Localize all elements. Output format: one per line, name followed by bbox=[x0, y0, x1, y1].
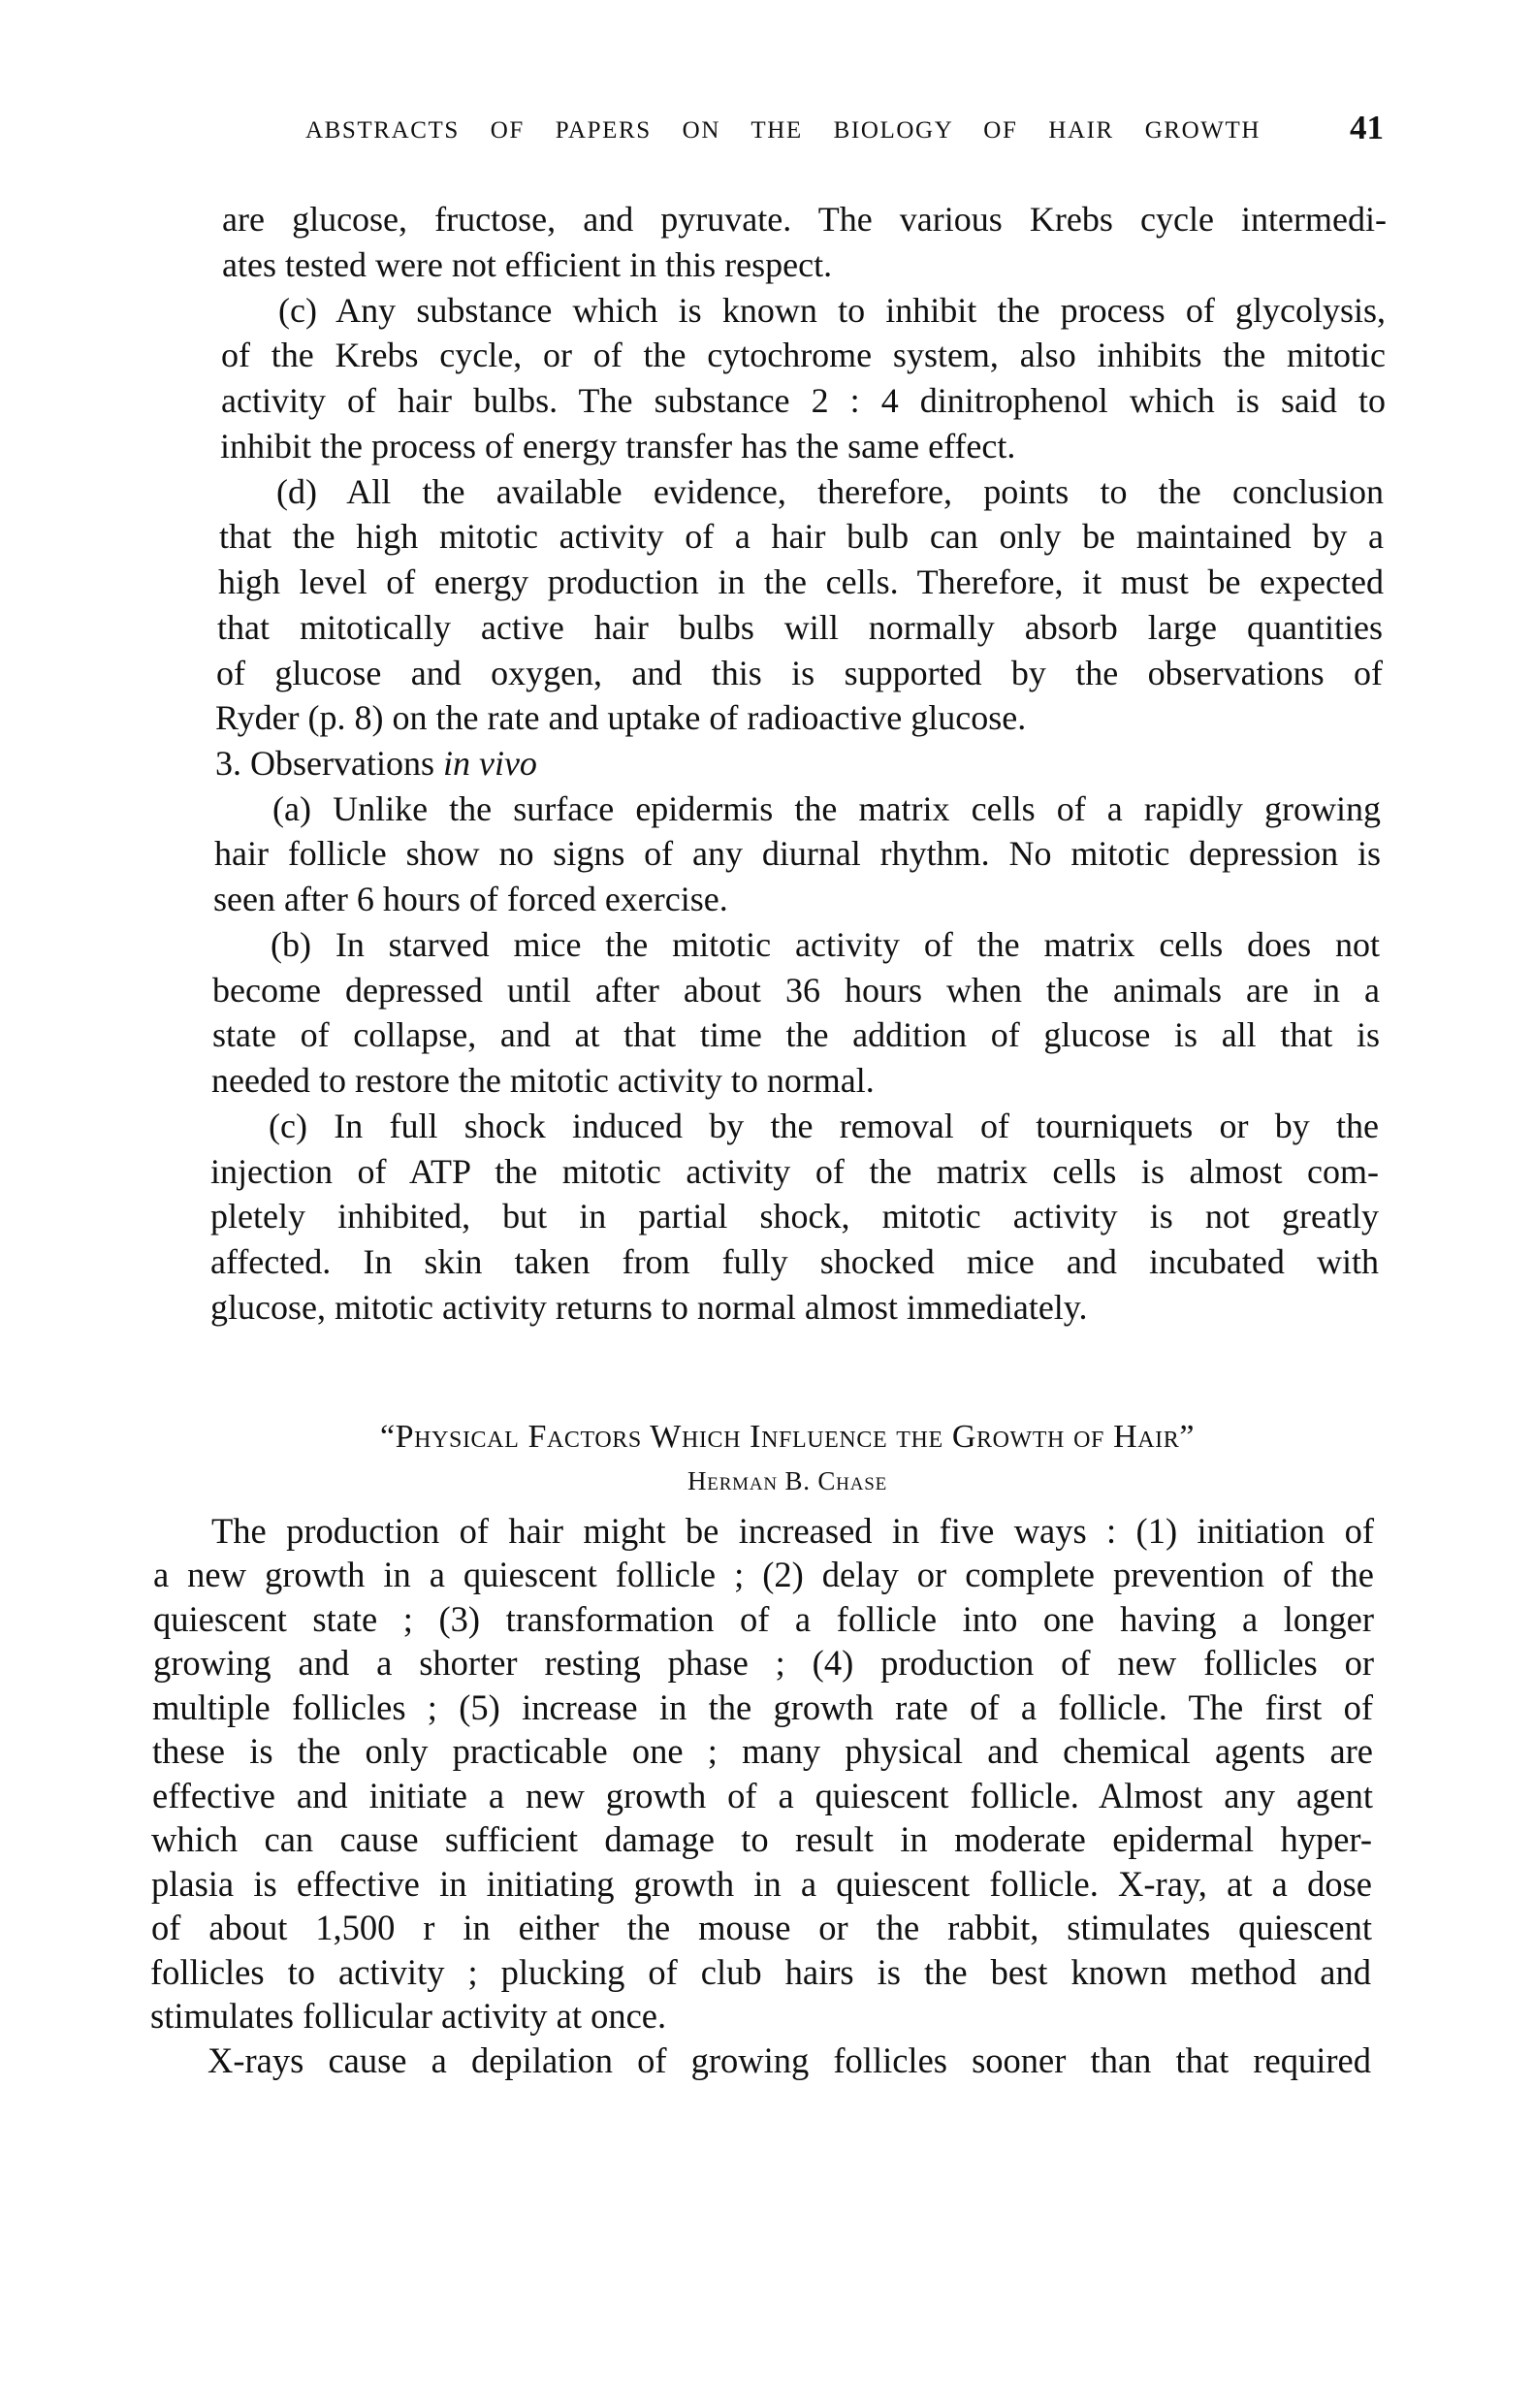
text-line: stimulates follicular activity at once. bbox=[150, 1996, 667, 2036]
text-line: effective and initiate a new growth of a quiescent follicle. Almost any agent bbox=[152, 1776, 1373, 1815]
subsection-heading bbox=[215, 741, 1382, 786]
section-title: “Physical Factors Which Influence the Growth of Hair” bbox=[379, 1419, 1196, 1455]
text-line: inhibit the process of energy transfer has the same effect. bbox=[220, 427, 1016, 466]
text-line: follicles to activity ; plucking of club hairs is the best known method and bbox=[150, 1952, 1371, 1992]
text-line: (a) Unlike the surface epidermis the matrix cells of a rapidly growing bbox=[272, 789, 1381, 828]
text-line: of about 1,500 r in either the mouse or the rabbit, stimulates quiescent bbox=[151, 1908, 1372, 1947]
page-number: 41 bbox=[1350, 109, 1384, 146]
subsection-heading-italic: in vivo bbox=[442, 744, 537, 783]
text-line: become depressed until after about 36 hours when the animals are in a bbox=[212, 971, 1380, 1010]
text-line: (b) In starved mice the mitotic activity of the matrix cells does not bbox=[271, 925, 1380, 964]
text-line: these is the only practicable one ; many physical and chemical agents are bbox=[152, 1731, 1373, 1771]
text-line: pletely inhibited, but in partial shock, mitotic activity is not greatly bbox=[210, 1197, 1379, 1236]
text-line: multiple follicles ; (5) increase in the growth rate of a follicle. The first of bbox=[152, 1687, 1373, 1727]
text-line: hair follicle show no signs of any diurnal rhythm. No mitotic depression is bbox=[214, 834, 1381, 873]
text-line: affected. In skin taken from fully shocked mice and incubated with bbox=[210, 1242, 1379, 1281]
text-line: (c) In full shock induced by the removal of tourniquets or by the bbox=[269, 1107, 1379, 1145]
text-line: activity of hair bulbs. The substance 2 : 4 dinitrophenol which is said to bbox=[221, 381, 1386, 420]
text-line: state of collapse, and at that time the addition of glucose is all that is bbox=[212, 1015, 1380, 1054]
text-line: high level of energy production in the cells. Therefore, it must be expected bbox=[218, 562, 1384, 601]
text-line: of glucose and oxygen, and this is supported by the observations of bbox=[216, 654, 1383, 692]
text-line: which can cause sufficient damage to result in moderate epidermal hyper- bbox=[151, 1819, 1372, 1859]
text-line: that mitotically active hair bulbs will normally absorb large quantities bbox=[217, 608, 1383, 647]
text-line: plasia is effective in initiating growth in a quiescent follicle. X-ray, at a dose bbox=[151, 1864, 1372, 1904]
text-line: (c) Any substance which is known to inhibit the process of glycolysis, bbox=[278, 291, 1386, 330]
text-line: quiescent state ; (3) transformation of a follicle into one having a longer bbox=[153, 1599, 1374, 1639]
text-line: growing and a shorter resting phase ; (4) production of new follicles or bbox=[153, 1643, 1374, 1683]
text-line: are glucose, fructose, and pyruvate. The various Krebs cycle intermedi- bbox=[222, 200, 1387, 239]
text-line: seen after 6 hours of forced exercise. bbox=[213, 880, 728, 918]
text-line: ates tested were not efficient in this respect. bbox=[222, 245, 833, 284]
text-line: of the Krebs cycle, or of the cytochrome system, also inhibits the mitotic bbox=[221, 336, 1386, 374]
text-line: The production of hair might be increased in five ways : (1) initiation of bbox=[211, 1511, 1374, 1551]
text-line: that the high mitotic activity of a hair bulb can only be maintained by a bbox=[219, 517, 1384, 556]
running-head: ABSTRACTS OF PAPERS ON THE BIOLOGY OF HAIR GROWTH bbox=[305, 117, 1261, 144]
text-line: (d) All the available evidence, therefore, points to the conclusion bbox=[276, 472, 1384, 511]
text-line: injection of ATP the mitotic activity of the matrix cells is almost com- bbox=[210, 1152, 1379, 1191]
text-line: X-rays cause a depilation of growing follicles sooner than that required bbox=[208, 2040, 1371, 2080]
text-line: needed to restore the mitotic activity to normal. bbox=[211, 1061, 875, 1100]
text-line: glucose, mitotic activity returns to normal almost immediately. bbox=[210, 1288, 1088, 1327]
text-line: Ryder (p. 8) on the rate and uptake of radioactive glucose. bbox=[215, 698, 1027, 737]
section-author: Herman B. Chase bbox=[687, 1466, 887, 1495]
text-line: a new growth in a quiescent follicle ; (2) delay or complete prevention of the bbox=[153, 1555, 1374, 1594]
subsection-heading-text: 3. Observations bbox=[215, 744, 443, 783]
